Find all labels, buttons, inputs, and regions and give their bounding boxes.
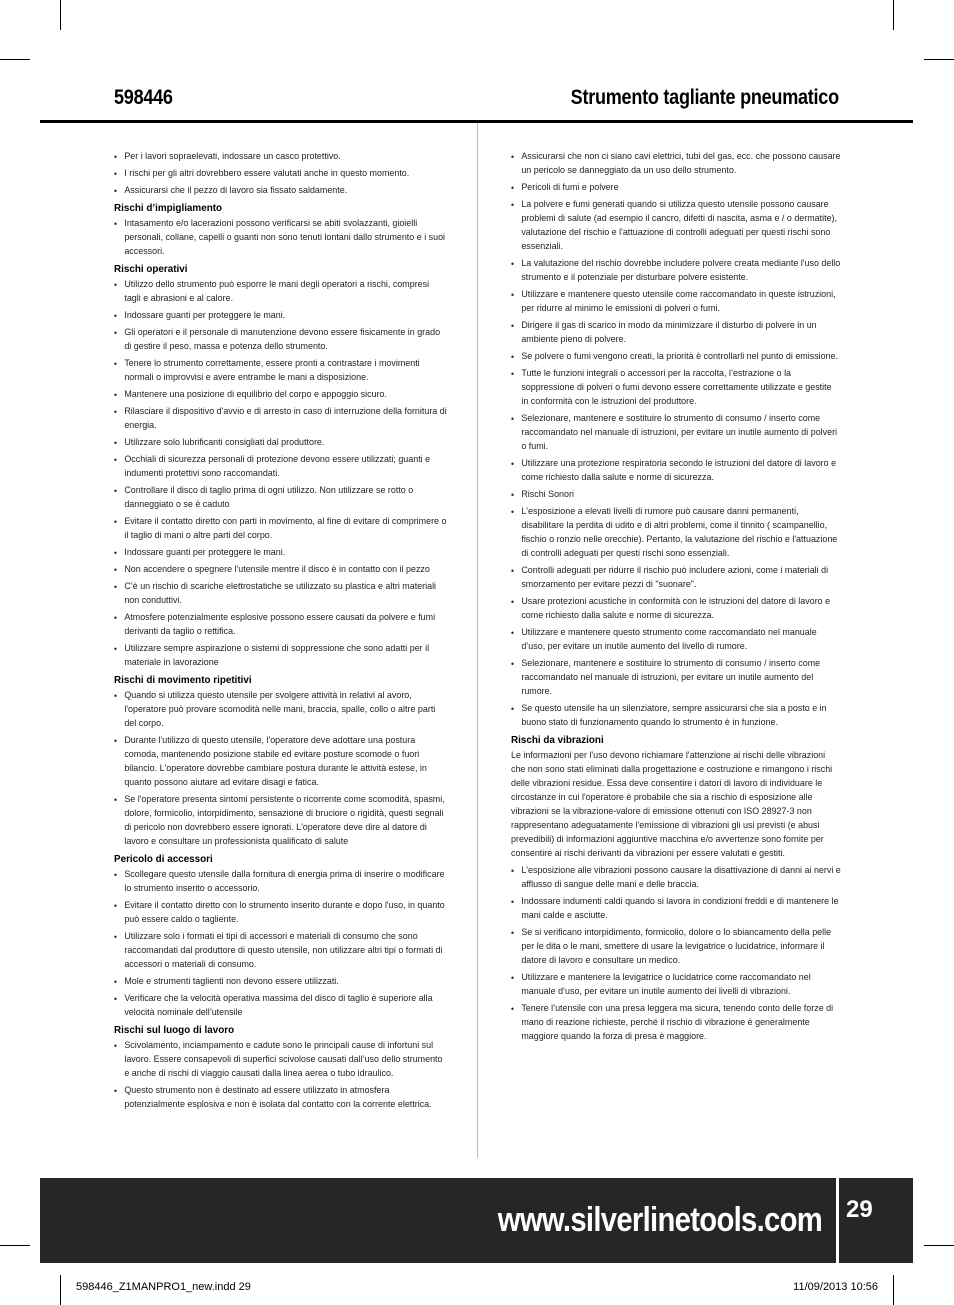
list-item: • Indossare guanti per proteggere le mani. xyxy=(114,309,448,323)
list-item: • Selezionare, mantenere e sostituire lo strumento di consumo / inserto come raccomandato nel manuale di istruzioni, per evitare un inutile aumento del rumore. xyxy=(511,657,841,699)
left-column xyxy=(114,150,447,1115)
vibration-paragraph: Le informazioni per l'uso devono richiamare l'attenzione ai rischi delle vibrazioni che non sono stati eliminati dalla progettazione e costruzione e rimangono i rischi delle vibrazioni residue. Essa deve consentire i datori di lavoro di individuare le circostanze in cui l'operatore è probabile che sia a rischio di esposizione alle vibrazioni se la vibrazione-valore di emissione ottenuti con ISO 28927-3 non rappresentano adeguatamente l'emissione di vibrazioni gli usi previsti (e abusi prevedibili) di informazioni aggiuntive macchina e/o avvertenze sono fornite per consentire ai rischi derivanti da vibrazioni per essere valutati e gestiti. xyxy=(511,750,833,859)
list-item: • Evitare il contatto diretto con parti in movimento, al fine di evitare di comprimere o il taglio di mani o altre parti del corpo. xyxy=(114,515,448,543)
list-item: • Controlli adeguati per ridurre il rischio può includere azioni, come i materiali di smorzamento per evitare pezzi di "suonare". xyxy=(511,564,841,592)
list-item: • Mantenere una posizione di equilibrio del corpo e appoggio sicuro. xyxy=(114,388,448,402)
list-item: • Non accendere o spegnere l'utensile mentre il disco è in contatto con il pezzo xyxy=(114,563,448,577)
section-heading: Rischi da vibrazioni xyxy=(511,734,604,746)
crop-mark xyxy=(893,0,894,30)
list-item: • Utilizzare e mantenere questo strumento come raccomandato nel manuale d’uso, per evitare un inutile aumento del livello di rumore. xyxy=(511,626,841,654)
list-item: • Tutte le funzioni integrali o accessori per la raccolta, l’estrazione o la soppressione di polveri o fumi devono essere correttamente utilizzate e gestite in conformità con le istruzioni del produttore. xyxy=(511,367,841,409)
list-item: • I rischi per gli altri dovrebbero essere valutati anche in questo momento. xyxy=(114,167,448,181)
list-item: • Indossare indumenti caldi quando si lavora in condizioni freddi e di mantenere le mani calde e asciutte. xyxy=(511,895,841,923)
intro-list xyxy=(511,150,841,730)
website-link[interactable] xyxy=(40,1178,822,1263)
list-item: • Controllare il disco di taglio prima di ogni utilizzo. Non utilizzare se rotto o danneggiato o se è caduto xyxy=(114,484,448,512)
section-heading: Pericolo di accessori xyxy=(114,853,213,865)
list-item: • Durante l'utilizzo di questo utensile, l'operatore deve adottare una postura comoda, mantenendo posizione stabile ed evitare posture scomode o fuori bilancio. L'operatore dovrebbe cambiare postura durante le attività estese, in quanto possono aiutare ad evitare disagi e fatica. xyxy=(114,734,448,790)
crop-mark xyxy=(924,59,954,60)
section-list xyxy=(114,278,448,670)
list-item: • La valutazione del rischio dovrebbe includere polvere creata mediante l'uso dello strumento e il potenziale per disturbare polvere esistente. xyxy=(511,257,841,285)
list-item: • Dirigere il gas di scarico in modo da minimizzare il disturbo di polvere in un ambiente pieno di polvere. xyxy=(511,319,841,347)
list-item: • Verificare che la velocità operativa massima del disco di taglio è superiore alla velocità nominale dell’utensile xyxy=(114,992,448,1020)
list-item: • Gli operatori e il personale di manutenzione devono essere fisicamente in grado di gestire il peso, massa e potenza dello strumento. xyxy=(114,326,448,354)
slug-datetime: 11/09/2013 10:56 xyxy=(793,1281,878,1293)
section-list xyxy=(114,689,448,849)
list-item: • Rilasciare il dispositivo d'avvio e di arresto in caso di interruzione della fornitura di energia. xyxy=(114,405,448,433)
list-item: • Assicurarsi che non ci siano cavi elettrici, tubi del gas, ecc. che possono causare un pericolo se danneggiato da un uso dello strumento. xyxy=(511,150,841,178)
slug-filename: 598446_Z1MANPRO1_new.indd 29 xyxy=(76,1281,251,1293)
list-item: • Tenere lo strumento correttamente, essere pronti a contrastare i movimenti normali o improvvisi e avere entrambe le mani a disposizione. xyxy=(114,357,448,385)
list-item: • Selezionare, mantenere e sostituire lo strumento di consumo / inserto come raccomandato nel manuale di istruzioni, per evitare un inutile aumento di polveri o fumi. xyxy=(511,412,841,454)
list-item: • Indossare guanti per proteggere le mani. xyxy=(114,546,448,560)
section-heading: Rischi di movimento ripetitivi xyxy=(114,674,252,686)
list-item: • Per i lavori sopraelevati, indossare un casco protettivo. xyxy=(114,150,448,164)
list-item: • Usare protezioni acustiche in conformità con le istruzioni del datore di lavoro e come richiesto dalla salute e norme di sicurezza. xyxy=(511,595,841,623)
website-url: www.silverlinetools.com xyxy=(497,1201,822,1239)
intro-list xyxy=(114,150,448,198)
crop-mark xyxy=(0,59,30,60)
list-item: • Quando si utilizza questo utensile per svolgere attività in relativi al avoro, l'operatore può provare scomodità nelle mani, braccia, spalle, collo o altre parti del corpo. xyxy=(114,689,448,731)
list-item: • Se si verificano intorpidimento, formicolio, dolore o lo sbiancamento della pelle per le dita o le mani, smettere di usare la levigatrice o lucidatrice, informare il datore di lavoro e consultare un medico. xyxy=(511,926,841,968)
page-title: Strumento tagliante pneumatico xyxy=(570,86,839,109)
list-item: • Se questo utensile ha un silenziatore, sempre assicurarsi che sia a posto e in buono stato di funzionamento quando lo strumento è in funzione. xyxy=(511,702,841,730)
crop-mark xyxy=(924,1245,954,1246)
crop-mark xyxy=(893,1275,894,1305)
list-item: • La polvere e fumi generati quando si utilizza questo utensile possono causare problemi di salute (ad esempio il cancro, difetti di nascita, asma e / o dermatite), valutazione del rischio e l'attuazione di controlli adeguati per questi rischi sono essenziali. xyxy=(511,198,841,254)
list-item: • Utilizzare solo i formati ei tipi di accessori e materiali di consumo che sono raccomandati dal produttore di questo utensile, non utilizzare altri tipi o formati di accessori o materiali di consumo. xyxy=(114,930,448,972)
list-item: • Tenere l’utensile con una presa leggera ma sicura, tenendo conto delle forze di mano di reazione richieste, perché il rischio di vibrazione è generalmente maggiore quando la forza di presa è maggiore. xyxy=(511,1002,841,1044)
section-list xyxy=(511,864,841,1044)
list-item: • L'esposizione alle vibrazioni possono causare la disattivazione di danni ai nervi e afflusso di sangue delle mani e delle braccia. xyxy=(511,864,841,892)
product-code: 598446 xyxy=(114,86,173,109)
footer-separator xyxy=(836,1178,839,1263)
list-item: • Scivolamento, inciampamento e cadute sono le principali cause di infortuni sul lavoro. Essere consapevoli di superfici scivolose causati dall’uso dello strumento e anche di rischi di viaggio causati dalla linea aerea o tubo idraulico. xyxy=(114,1039,448,1081)
list-item: • Occhiali di sicurezza personali di protezione devono essere utilizzati; guanti e indumenti protettivi sono raccomandati. xyxy=(114,453,448,481)
list-item: • Utilizzare e mantenere la levigatrice o lucidatrice come raccomandato nel manuale d’uso, per evitare un inutile aumento dei livelli di vibrazioni. xyxy=(511,971,841,999)
list-item: • L'esposizione a elevati livelli di rumore può causare danni permanenti, disabilitare la perdita di udito e di altri problemi, come il tinnito ( scampanellio, fischio o ronzio nelle orecchie). Pertanto, la valutazione del rischio e l'attuazione di controlli adeguati per questi rischi sono essenziali. xyxy=(511,505,841,561)
list-item: • C’è un rischio di scariche elettrostatiche se utilizzato su plastica e altri materiali non conduttivi. xyxy=(114,580,448,608)
section-heading: Rischi operativi xyxy=(114,263,188,275)
list-item: • Utilizzo dello strumento può esporre le mani degli operatori a rischi, compresi tagli e abrasioni e al calore. xyxy=(114,278,448,306)
column-divider xyxy=(477,123,478,1158)
right-column xyxy=(511,150,841,1047)
list-item: • Atmosfere potenzialmente esplosive possono essere causati da polvere e fumi derivanti da taglio o rettifica. xyxy=(114,611,448,639)
crop-mark xyxy=(0,1245,30,1246)
list-item: • Utilizzare solo lubrificanti consigliati dal produttore. xyxy=(114,436,448,450)
section-list xyxy=(114,868,448,1020)
list-item: • Intasamento e/o lacerazioni possono verificarsi se abiti svolazzanti, gioielli personali, collane, capelli o guanti non sono tenuti lontani dallo strumento e i suoi accessori. xyxy=(114,217,448,259)
list-item: • Se polvere o fumi vengono creati, la priorità è controllarli nel punto di emissione. xyxy=(511,350,841,364)
section-list xyxy=(114,217,448,259)
section-heading: Rischi sul luogo di lavoro xyxy=(114,1024,235,1036)
list-item: • Utilizzare sempre aspirazione o sistemi di soppressione che sono adatti per il materiale in lavorazione xyxy=(114,642,448,670)
list-item: • Pericoli di fumi e polvere xyxy=(511,181,841,195)
crop-mark xyxy=(60,0,61,30)
list-item: • Evitare il contatto diretto con lo strumento inserito durante e dopo l'uso, in quanto può essere caldo o tagliente. xyxy=(114,899,448,927)
crop-mark xyxy=(60,1275,61,1305)
list-item: • Questo strumento non è destinato ad essere utilizzato in atmosfera potenzialmente esplosiva e non è isolata dal contatto con la corrente elettrica. xyxy=(114,1084,448,1112)
list-item: • Mole e strumenti taglienti non devono essere utilizzati. xyxy=(114,975,448,989)
page-number: 29 xyxy=(846,1196,873,1223)
section-list xyxy=(114,1039,448,1112)
list-item: • Rischi Sonori xyxy=(511,488,841,502)
list-item: • Assicurarsi che il pezzo di lavoro sia fissato saldamente. xyxy=(114,184,448,198)
list-item: • Scollegare questo utensile dalla fornitura di energia prima di inserire o modificare lo strumento inserito o accessorio. xyxy=(114,868,448,896)
list-item: • Utilizzare una protezione respiratoria secondo le istruzioni del datore di lavoro e come richiesto dalla salute e norme di sicurezza. xyxy=(511,457,841,485)
section-heading: Rischi d’impigliamento xyxy=(114,202,223,214)
list-item: • Se l'operatore presenta sintomi persistente o ricorrente come scomodità, spasmi, dolore, formicolio, intorpidimento, sensazione di bruciore o rigidità, questi segnali di pericolo non dovrebbero essere ignorati. L'operatore deve dire al datore di lavoro e consultare un professionista qualificato di salute xyxy=(114,793,448,849)
list-item: • Utilizzare e mantenere questo utensile come raccomandato in queste istruzioni, per ridurre al minimo le emissioni di polveri o fumi. xyxy=(511,288,841,316)
